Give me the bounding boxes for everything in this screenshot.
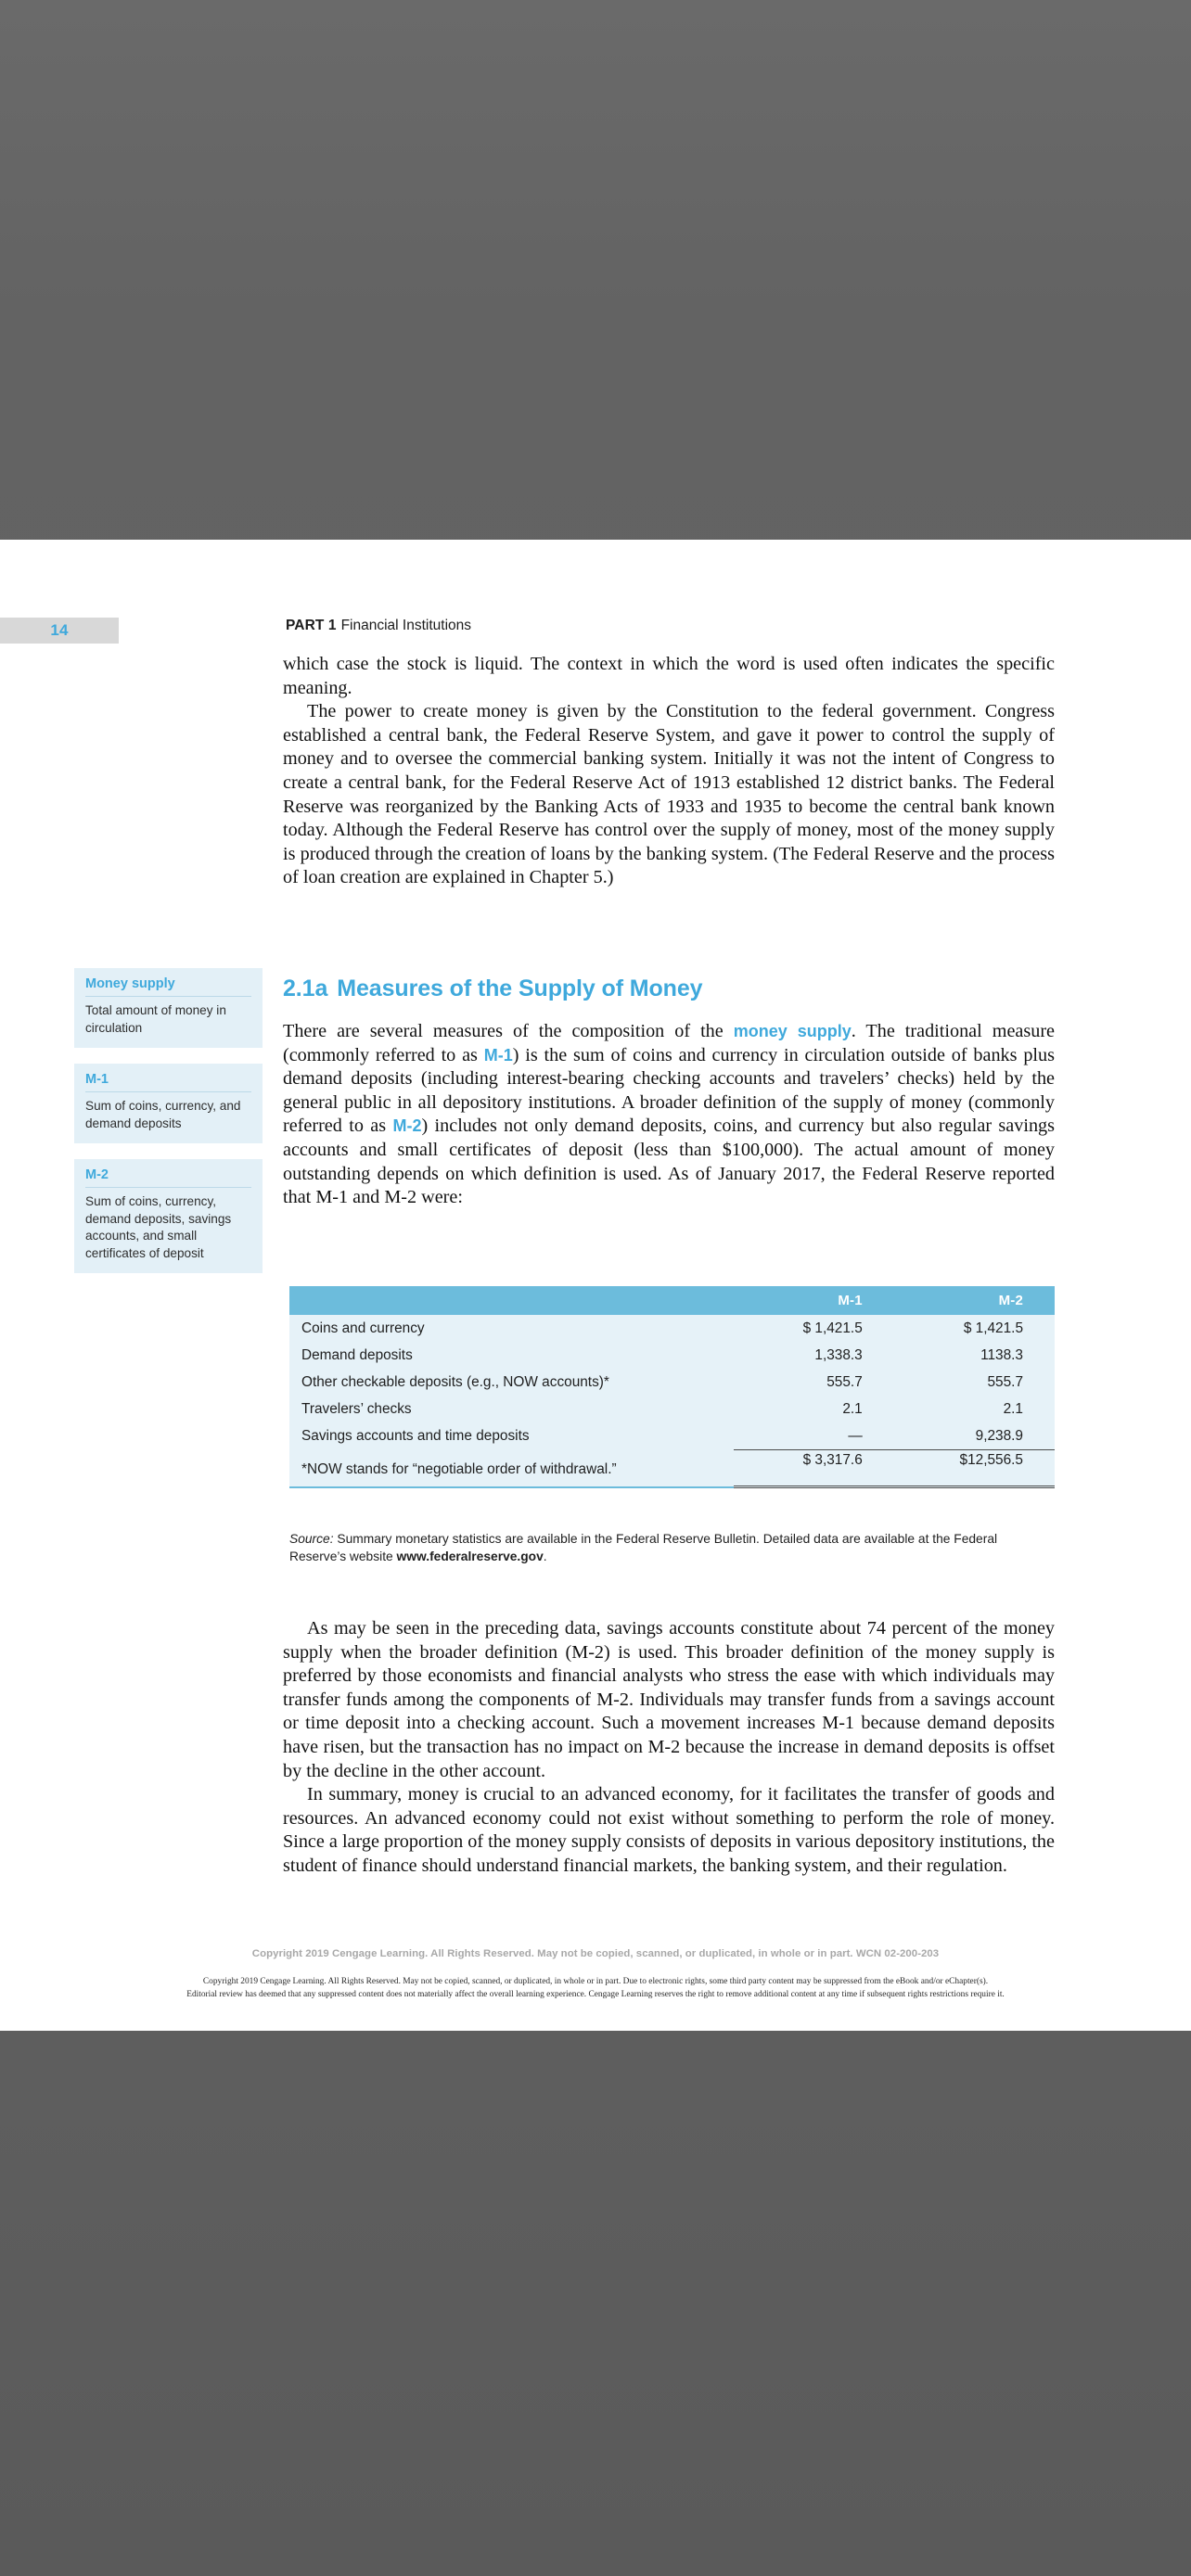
table-cell-m1: 2.1 <box>842 1400 863 1417</box>
inline-term-money-supply: money supply <box>733 1022 852 1040</box>
table-header-m1: M-1 <box>734 1286 894 1315</box>
copyright-fine-print <box>109 1976 1082 2001</box>
lead-text-3: ) is the sum of coins and currency in circulation outside of banks plus demand deposits (including interest-bearing checking accounts and travelers’ checks) held by the general public in all depository institutions. A broader definition of the supply of money (commonly referred to as <box>283 1044 1055 1137</box>
table-footnote: *NOW stands for “negotiable order of withdrawal.” <box>301 1460 617 1477</box>
source-url[interactable]: www.federalreserve.gov <box>396 1549 544 1563</box>
table-header-m2: M-2 <box>894 1286 1055 1315</box>
table-row <box>289 1342 1055 1369</box>
money-supply-table <box>289 1286 1055 1488</box>
table-cell-m2: 555.7 <box>987 1373 1023 1390</box>
section-number: 2.1a <box>283 976 328 1001</box>
table-header-blank <box>289 1286 734 1315</box>
glossary-sidebar <box>74 968 263 1289</box>
inline-term-m2: M-2 <box>392 1116 422 1136</box>
section-lead-paragraph-block <box>283 1020 1055 1210</box>
source-note <box>289 1530 1031 1565</box>
table-total-m2: $12,556.5 <box>894 1450 1055 1487</box>
section-title: Measures of the Supply of Money <box>337 976 703 1001</box>
table-cell-m2: 2.1 <box>1003 1400 1023 1417</box>
copyright-banner: Copyright 2019 Cengage Learning. All Rights Reserved. May not be copied, scanned, or duplicated, in whole or in part. WCN 02-200-203 <box>251 1948 940 1959</box>
inline-term-m1: M-1 <box>483 1045 513 1065</box>
glossary-entry-money-supply <box>74 968 263 1048</box>
table-cell-label: Savings accounts and time deposits <box>301 1427 530 1444</box>
money-supply-table-wrapper <box>289 1286 1055 1488</box>
running-head <box>286 618 471 634</box>
glossary-definition: Sum of coins, currency, and demand deposits <box>85 1099 241 1130</box>
table-cell-m2: $ 1,421.5 <box>963 1320 1023 1336</box>
lead-text-1: There are several measures of the composition of the <box>283 1021 734 1041</box>
page-number-box <box>0 618 119 644</box>
glossary-entry-m2 <box>74 1159 263 1273</box>
glossary-term: Money supply <box>85 976 251 997</box>
table-cell-label: Other checkable deposits (e.g., NOW accounts)* <box>301 1373 609 1390</box>
paragraph-measures-of-money <box>283 1020 1055 1210</box>
table-header-row <box>289 1286 1055 1315</box>
paragraph-power-to-create-money: The power to create money is given by the Constitution to the federal government. Congress established a central bank, the Federal Reserve System, and gave it power to control the supply of money and to oversee the commercial banking system. Initially it was not the intent of Congress to create a central bank, for the Federal Reserve Act of 1913 established 12 district banks. The Federal Reserve was reorganized by the Banking Acts of 1933 and 1935 to become the central bank known today. Although the Federal Reserve has control over the supply of money, most of the money supply is produced through the creation of loans by the banking system. (The Federal Reserve and the process of loan creation are explained in Chapter 5.) <box>283 701 1055 888</box>
table-cell-label: Coins and currency <box>301 1320 425 1336</box>
table-cell-m1: — <box>848 1427 863 1444</box>
section-heading <box>283 976 1055 1002</box>
running-head-part: PART 1 <box>286 618 337 633</box>
source-label: Source: <box>289 1532 334 1546</box>
source-text-before: Summary monetary statistics are available in the Federal Reserve Bulletin. Detailed data are available at the Federal Reserve’s website <box>289 1532 998 1563</box>
table-cell-m1: $ 1,421.5 <box>802 1320 863 1336</box>
table-row <box>289 1369 1055 1396</box>
table-cell-m1: 555.7 <box>826 1373 863 1390</box>
section-heading-block <box>283 976 1055 1002</box>
paragraph-summary: In summary, money is crucial to an advanced economy, for it facilitates the transfer of goods and resources. An advanced economy could not exist without something to perform the role of money. Since a large proportion of the money supply consists of deposits in various depository institutions, the student of finance should understand financial markets, the banking system, and their regulation. <box>283 1784 1055 1876</box>
glossary-term: M-2 <box>85 1167 251 1188</box>
table-total-m1: $ 3,317.6 <box>734 1450 894 1487</box>
table-cell-m1: 1,338.3 <box>814 1346 863 1363</box>
glossary-definition: Total amount of money in circulation <box>85 1003 226 1035</box>
glossary-term: M-1 <box>85 1072 251 1092</box>
table-cell-label: Travelers’ checks <box>301 1400 412 1417</box>
paragraph-continued: which case the stock is liquid. The context in which the word is used often indicates the specific meaning. <box>283 654 1055 698</box>
glossary-entry-m1 <box>74 1064 263 1143</box>
closing-text-block <box>283 1617 1055 1879</box>
copyright-fine-line-1: Copyright 2019 Cengage Learning. All Rights Reserved. May not be copied, scanned, or duplicated, in whole or in part. Due to electronic rights, some third party content may be suppressed from the eBook and/or eChapter(s). <box>202 1977 989 1986</box>
table-cell-m2: 1138.3 <box>980 1346 1023 1363</box>
book-page <box>0 540 1191 2031</box>
lead-text-4: ) includes not only demand deposits, coins, and currency but also regular savings accounts and small certificates of deposit (less than $100,000). The actual amount of money outstanding depends on which definition is used. As of January 2017, the Federal Reserve reported that M-1 and M-2 were: <box>283 1116 1055 1208</box>
glossary-definition: Sum of coins, currency, demand deposits, savings accounts, and small certificates of deposit <box>85 1194 232 1260</box>
intro-text-block <box>283 653 1055 890</box>
lead-text-2: . The traditional measure (commonly referred to as <box>283 1021 1055 1065</box>
table-total-row <box>289 1450 1055 1487</box>
page-number: 14 <box>50 621 69 639</box>
table-cell-label: Demand deposits <box>301 1346 413 1363</box>
table-row <box>289 1315 1055 1342</box>
table-row <box>289 1422 1055 1450</box>
table-row <box>289 1396 1055 1422</box>
paragraph-savings-accounts: As may be seen in the preceding data, savings accounts constitute about 74 percent of the money supply when the broader definition (M-2) is used. This broader definition of the money supply is preferred by those economists and financial analysts who stress the ease with which individuals may transfer funds among the components of M-2. Individuals may transfer funds from a savings account or time deposit into a checking account. Such a movement increases M-1 because demand deposits have risen, but the transaction has no impact on M-2 because the increase in demand deposits is offset by the decline in the other account. <box>283 1618 1055 1781</box>
source-text-after: . <box>543 1549 547 1563</box>
copyright-fine-line-2: Editorial review has deemed that any suppressed content does not materially affect the overall learning experience. Cengage Learning reserves the right to remove additional content at any time if subsequent rights restrictions require it. <box>186 1989 1005 1999</box>
running-head-title: Financial Institutions <box>340 618 472 633</box>
table-cell-m2: 9,238.9 <box>975 1427 1023 1444</box>
